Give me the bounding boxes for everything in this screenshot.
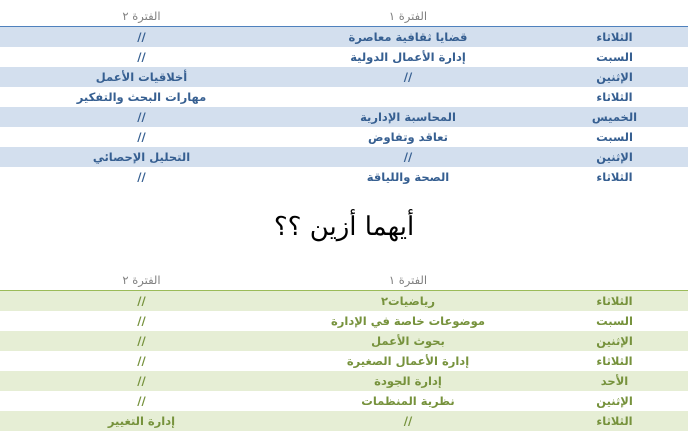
header-period-1: الفترة ١ [388, 9, 428, 23]
day-cell: السبت [596, 50, 633, 64]
day-cell: الإثنين [596, 150, 633, 164]
period-1-cell: // [403, 414, 413, 428]
day-cell: الثلاثاء [596, 294, 633, 308]
table-header [0, 6, 688, 27]
period-2-cell: // [137, 170, 146, 184]
table-row [0, 351, 688, 371]
period-2-cell: // [137, 130, 146, 144]
period-1-cell: المحاسبة الإدارية [360, 110, 456, 124]
day-cell: الثلاثاء [596, 90, 633, 104]
table-header [0, 270, 688, 291]
period-2-cell: أخلاقيات الأعمل [95, 70, 188, 84]
period-2-cell: مهارات البحث والتفكير [76, 90, 207, 104]
day-cell: الخميس [591, 110, 638, 124]
table-row [0, 291, 688, 311]
table-row [0, 127, 688, 147]
day-cell: السبت [596, 130, 633, 144]
period-2-cell: // [137, 394, 146, 408]
period-2-cell: إدارة التغيير [107, 414, 176, 428]
day-cell: الإثنين [596, 394, 633, 408]
period-1-cell: تعاقد وتفاوض [368, 130, 448, 144]
period-2-cell: // [137, 374, 146, 388]
period-1-cell: رياضيات٢ [381, 294, 435, 308]
day-cell: الإثنين [596, 334, 633, 348]
day-cell: الإثنين [596, 70, 633, 84]
period-1-cell: موضوعات خاصة في الإدارة [330, 314, 485, 328]
period-2-cell: // [137, 50, 146, 64]
table-row [0, 331, 688, 351]
table-row [0, 67, 688, 87]
period-1-cell: قضايا ثقافية معاصرة [348, 30, 468, 44]
period-1-cell: إدارة الجودة [374, 374, 442, 388]
header-period-2: الفترة ٢ [122, 9, 161, 23]
table-row [0, 371, 688, 391]
period-2-cell: التحليل الإحصائي [92, 150, 191, 164]
period-1-cell: إدارة الأعمال الدولية [350, 50, 466, 64]
period-1-cell: الصحة واللياقة [366, 170, 450, 184]
schedule-table-1 [0, 6, 688, 187]
period-2-cell: // [137, 314, 146, 328]
table-row [0, 311, 688, 331]
period-1-cell: بحوث الأعمل [371, 334, 445, 348]
day-cell: الثلاثاء [596, 354, 633, 368]
period-1-cell: إدارة الأعمال الصغيرة [346, 354, 470, 368]
period-1-cell: // [403, 150, 413, 164]
period-2-cell: // [137, 354, 146, 368]
day-cell: الثلاثاء [596, 414, 633, 428]
table-row [0, 47, 688, 67]
table-row [0, 107, 688, 127]
schedule-table-2 [0, 270, 688, 431]
period-1-cell: نظرية المنظمات [361, 394, 455, 408]
day-cell: الأحد [600, 374, 629, 388]
period-2-cell: // [137, 30, 146, 44]
day-cell: الثلاثاء [596, 30, 633, 44]
header-period-2: الفترة ٢ [122, 273, 161, 287]
header-period-1: الفترة ١ [388, 273, 428, 287]
period-2-cell: // [137, 334, 146, 348]
table-row [0, 411, 688, 431]
table-row [0, 147, 688, 167]
day-cell: السبت [596, 314, 633, 328]
question-heading: أيهما أزين ؟؟ [273, 212, 415, 242]
period-2-cell: // [137, 110, 146, 124]
table-row [0, 167, 688, 187]
table-row [0, 87, 688, 107]
period-1-cell: // [403, 70, 413, 84]
table-row [0, 391, 688, 411]
period-2-cell: // [137, 294, 146, 308]
table-row [0, 27, 688, 47]
day-cell: الثلاثاء [596, 170, 633, 184]
